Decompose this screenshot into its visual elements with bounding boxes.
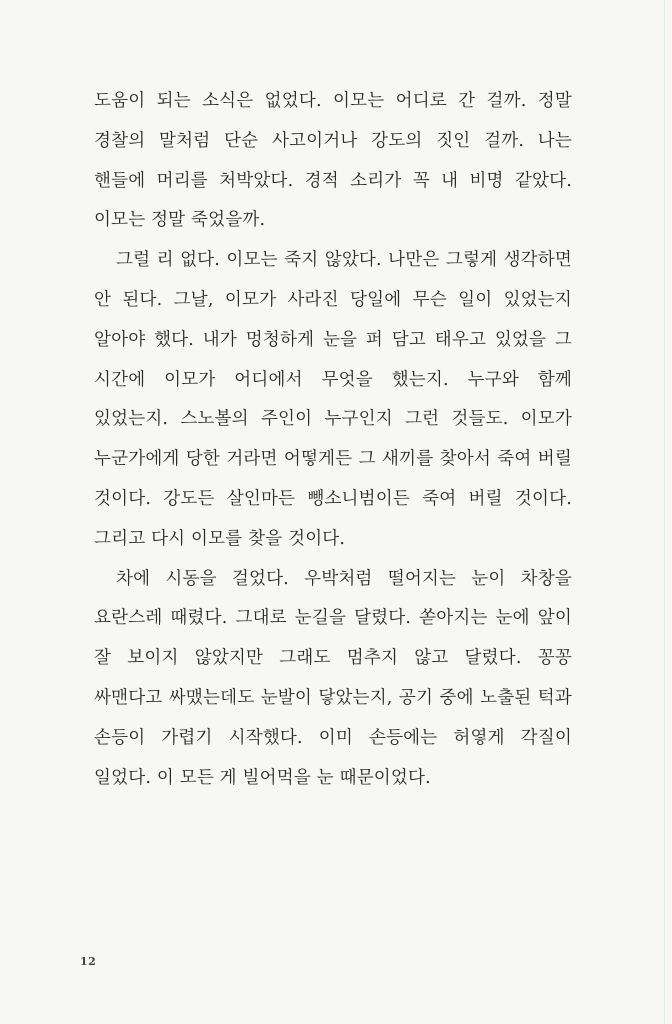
body-text <box>94 82 572 798</box>
paragraph-2: 그럴 리 없다. 이모는 죽지 않았다. 나만은 그렇게 생각하면 안 된다. 그날, 이모가 사라진 당일에 무슨 일이 있었는지 알아야 했다. 내가 멍청하게 눈을 퍼 담고 태우고 있었을 그 시간에 이모가 어디에서 무엇을 했는지. 누구와 함께 있었는지. 스노볼의 주인이 누구인지 그런 것들도. 이모가 누군가에게 당한 거라면 어떻게든 그 새끼를 찾아서 죽여 버릴 것이다. 강도든 살인마든 뺑소니범이든 죽여 버릴 것이다. 그리고 다시 이모를 찾을 것이다. <box>94 250 572 549</box>
paragraph-1: 도움이 되는 소식은 없었다. 이모는 어디로 간 걸까. 정말 경찰의 말처럼 단순 사고이거나 강도의 짓인 걸까. 나는 핸들에 머리를 처박았다. 경적 소리가 꼭 내 비명 같았다. 이모는 정말 죽었을까. <box>94 91 572 231</box>
page-edge-line <box>664 0 665 1024</box>
page-number: 12 <box>80 955 97 968</box>
paragraph-3: 차에 시동을 걸었다. 우박처럼 떨어지는 눈이 차창을 요란스레 때렸다. 그대로 눈길을 달렸다. 쏟아지는 눈에 앞이 잘 보이지 않았지만 그래도 멈추지 않고 달렸다. 꽁꽁 싸맨다고 싸맸는데도 눈발이 닿았는지, 공기 중에 노출된 턱과 손등이 가렵기 시작했다. 이미 손등에는 허옇게 각질이 일었다. 이 모든 게 빌어먹을 눈 때문이었다. <box>94 568 572 788</box>
